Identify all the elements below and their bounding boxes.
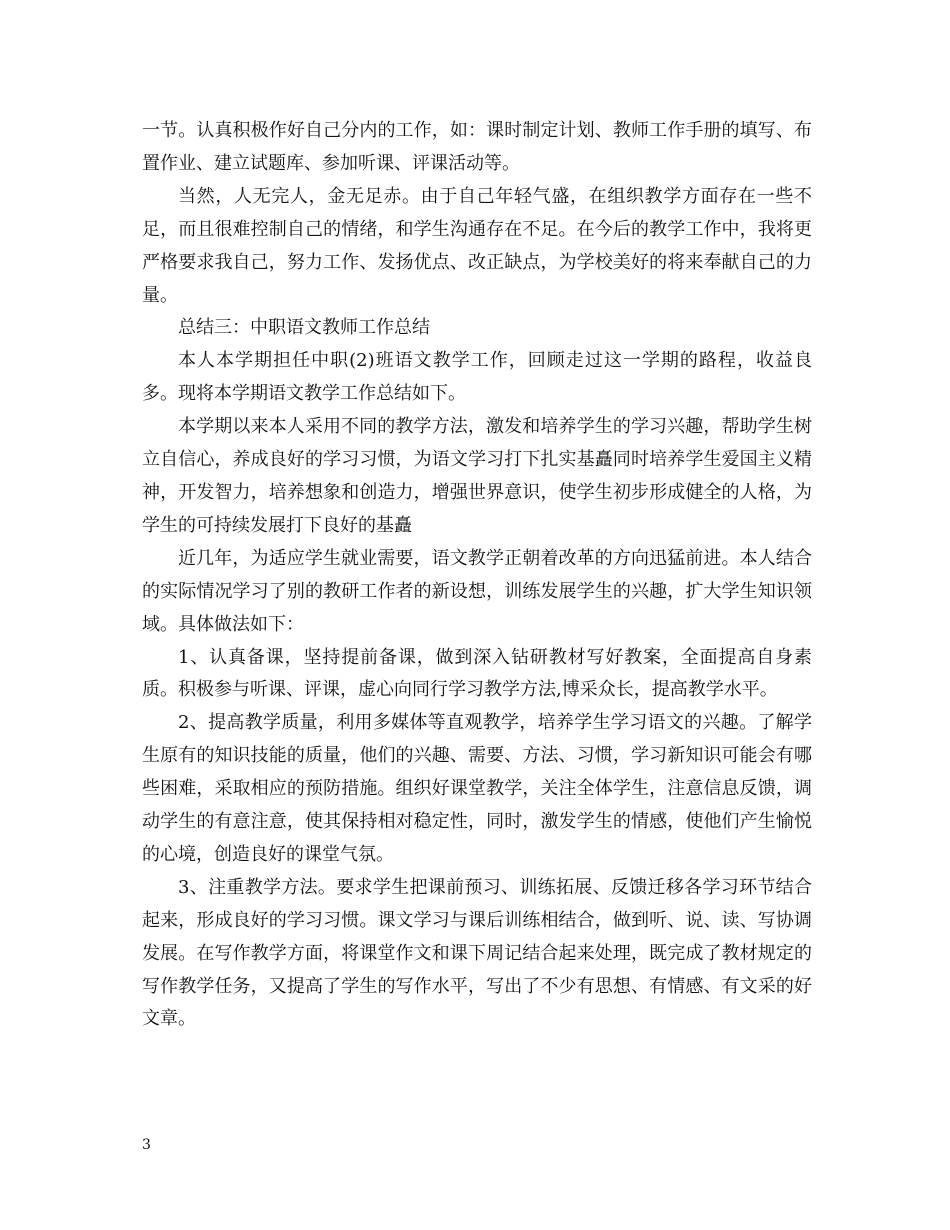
paragraph: 一节。认真积极作好自己分内的工作，如：课时制定计划、教师工作手册的填写、布置作业、建立试题库、参加听课、评课活动等。 [142,120,812,174]
paragraph: 本学期以来本人采用不同的教学方法，激发和培养学生的学习兴趣，帮助学生树立自信心，养成良好的学习习惯，为语文学习打下扎实基矗同时培养学生爱国主义精神，开发智力，培养想象和创造力，增强世界意识，使学生初步形成健全的人格，为学生的可持续发展打下良好的基矗 [142,416,812,536]
paragraph: 2、提高教学质量，利用多媒体等直观教学，培养学生学习语文的兴趣。了解学生原有的知识技能的质量，他们的兴趣、需要、方法、习惯，学习新知识可能会有哪些困难，采取相应的预防措施。组织好课堂教学，关注全体学生，注意信息反馈，调动学生的有意注意，使其保持相对稳定性，同时，激发学生的情感，使他们产生愉悦的心境，创造良好的课堂气氛。 [142,712,812,865]
paragraph: 3、注重教学方法。要求学生把课前预习、训练拓展、反馈迁移各学习环节结合起来，形成良好的学习习惯。课文学习与课后训练相结合，做到听、说、读、写协调发展。在写作教学方面，将课堂作文和课下周记结合起来处理，既完成了教材规定的写作教学任务，又提高了学生的写作水平，写出了不少有思想、有情感、有文采的好文章。 [142,876,812,1030]
paragraph: 近几年，为适应学生就业需要，语文教学正朝着改革的方向迅猛前进。本人结合的实际情况学习了别的教研工作者的新设想，训练发展学生的兴趣，扩大学生知识领域。具体做法如下： [142,547,812,635]
page-number: 3 [142,1137,151,1153]
paragraph: 当然，人无完人，金无足赤。由于自己年轻气盛，在组织教学方面存在一些不足，而且很难控制自己的情绪，和学生沟通存在不足。在今后的教学工作中，我将更严格要求我自己，努力工作、发扬优点、改正缺点，为学校美好的将来奉献自己的力量。 [142,185,812,306]
document-body [142,115,812,1036]
section-heading: 总结三：中职语文教师工作总结 [178,317,430,339]
paragraph: 1、认真备课，坚持提前备课，做到深入钻研教材写好教案，全面提高自身素质。积极参与听课、评课，虚心向同行学习教学方法,博采众长，提高教学水平。 [142,646,812,701]
paragraph: 本人本学期担任中职(2)班语文教学工作，回顾走过这一学期的路程，收益良多。现将本学期语文教学工作总结如下。 [142,350,812,405]
